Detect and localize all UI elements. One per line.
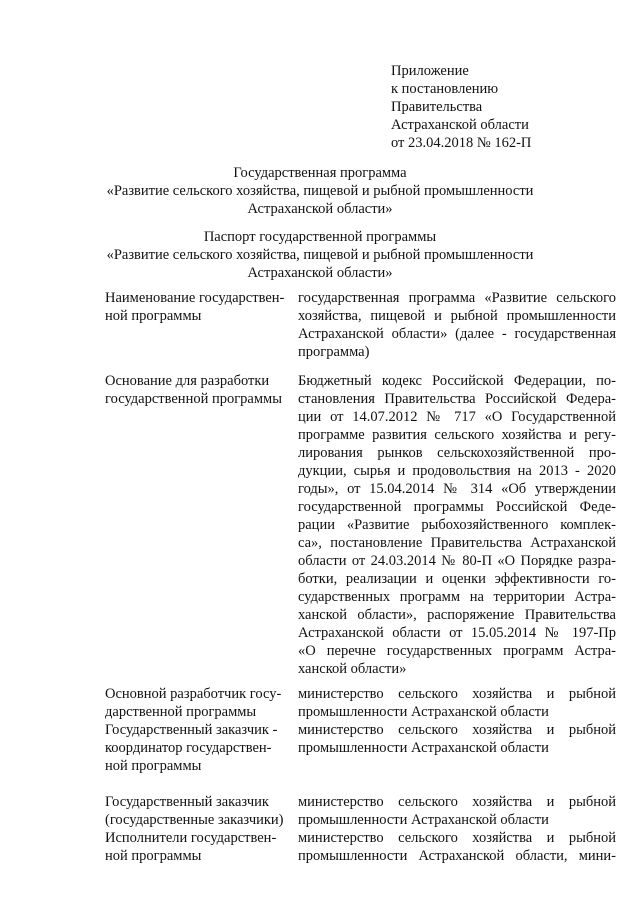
row-value-line: промышленности Астраханской области xyxy=(298,704,549,720)
row-label-line: государственной программы xyxy=(105,391,282,407)
row-value-line: рации «Развитие рыбохозяйственного комплек- xyxy=(298,517,616,533)
row-value-line: министерство сельского хозяйства и рыбной xyxy=(298,830,616,846)
row-value xyxy=(298,721,616,757)
row-value-line: хозяйства, пищевой и рыбной промышленности xyxy=(298,308,616,324)
row-value-line: промышленности Астраханской области, мини- xyxy=(298,848,616,864)
row-label-line: Основание для разработки xyxy=(105,373,270,389)
appendix-line: Приложение xyxy=(391,63,469,79)
row-value-line: министерство сельского хозяйства и рыбной xyxy=(298,794,616,810)
row-label-line: дарственной программы xyxy=(105,704,257,720)
row-label xyxy=(105,721,300,775)
row-value-line: Астраханской области от 15.05.2014 № 197-Пр xyxy=(298,625,616,641)
row-label xyxy=(105,289,300,325)
row-label xyxy=(105,685,300,721)
row-value xyxy=(298,372,616,678)
row-value-line: области от 24.03.2014 № 80-П «О Порядке разра- xyxy=(298,553,616,569)
row-value xyxy=(298,829,616,865)
appendix-line: от 23.04.2018 № 162-П xyxy=(391,135,532,151)
row-label-line: Государственный заказчик xyxy=(105,794,269,810)
row-value-line: Астраханской области» (далее - государственная xyxy=(298,326,616,342)
program-title-line: Астраханской области» xyxy=(247,201,393,217)
row-value-line: промышленности Астраханской области xyxy=(298,740,549,756)
passport-title xyxy=(0,228,640,282)
row-value-line: дукции, сырья и продовольствия на 2013 - 2020 xyxy=(298,463,616,479)
program-title-line: «Развитие сельского хозяйства, пищевой и рыбной промышленности xyxy=(106,183,534,199)
row-label-line: Наименование государствен- xyxy=(105,290,285,306)
row-value-line: ханской области», распоряжение Правительства xyxy=(298,607,616,623)
row-label-line: ной программы xyxy=(105,308,202,324)
row-value-line: ханской области» xyxy=(298,661,407,677)
row-value-line: ции от 14.07.2012 № 717 «О Государственной xyxy=(298,409,616,425)
appendix-line: к постановлению xyxy=(391,81,499,97)
row-label-line: Исполнители государствен- xyxy=(105,830,277,846)
program-title xyxy=(0,164,640,218)
appendix-line: Правительства xyxy=(391,99,483,115)
row-label xyxy=(105,829,300,865)
row-value-line: сударственных программ на территории Астра- xyxy=(298,589,616,605)
row-label-line: координатор государствен- xyxy=(105,740,272,756)
row-value-line: становления Правительства Российской Федера- xyxy=(298,391,616,407)
program-title-line: Государственная программа xyxy=(233,165,407,181)
row-value-line: министерство сельского хозяйства и рыбной xyxy=(298,686,616,702)
row-label xyxy=(105,372,300,408)
row-value-line: ботки, реализации и оценки эффективности го- xyxy=(298,571,616,587)
row-value-line: промышленности Астраханской области xyxy=(298,812,549,828)
row-label-line: ной программы xyxy=(105,758,202,774)
row-label-line: (государственные заказчики) xyxy=(105,812,284,828)
row-value-line: лирования рынков сельскохозяйственной про- xyxy=(298,445,616,461)
row-value-line: министерство сельского хозяйства и рыбной xyxy=(298,722,616,738)
row-value-line: государственная программа «Развитие сельского xyxy=(298,290,616,306)
appendix-line: Астраханской области xyxy=(391,117,529,133)
row-value-line: программа) xyxy=(298,344,370,360)
row-value xyxy=(298,289,616,361)
passport-title-line: Паспорт государственной программы xyxy=(203,229,437,245)
row-label-line: ной программы xyxy=(105,848,202,864)
row-label-line: Государственный заказчик - xyxy=(105,722,278,738)
row-value xyxy=(298,685,616,721)
row-label-line: Основной разработчик госу- xyxy=(105,686,282,702)
row-value-line: государственной программы Российской Феде- xyxy=(298,499,616,515)
appendix-note xyxy=(391,62,531,152)
row-value-line: «О перечне государственных программ Астра- xyxy=(298,643,616,659)
row-value xyxy=(298,793,616,829)
row-label xyxy=(105,793,300,829)
row-value-line: са», постановление Правительства Астраханской xyxy=(298,535,616,551)
row-value-line: программе развития сельского хозяйства и регу- xyxy=(298,427,616,443)
passport-title-line: Астраханской области» xyxy=(247,265,393,281)
row-value-line: годы», от 15.04.2014 № 314 «Об утверждении xyxy=(298,481,616,497)
row-value-line: Бюджетный кодекс Российской Федерации, по- xyxy=(298,373,616,389)
passport-title-line: «Развитие сельского хозяйства, пищевой и рыбной промышленности xyxy=(106,247,534,263)
